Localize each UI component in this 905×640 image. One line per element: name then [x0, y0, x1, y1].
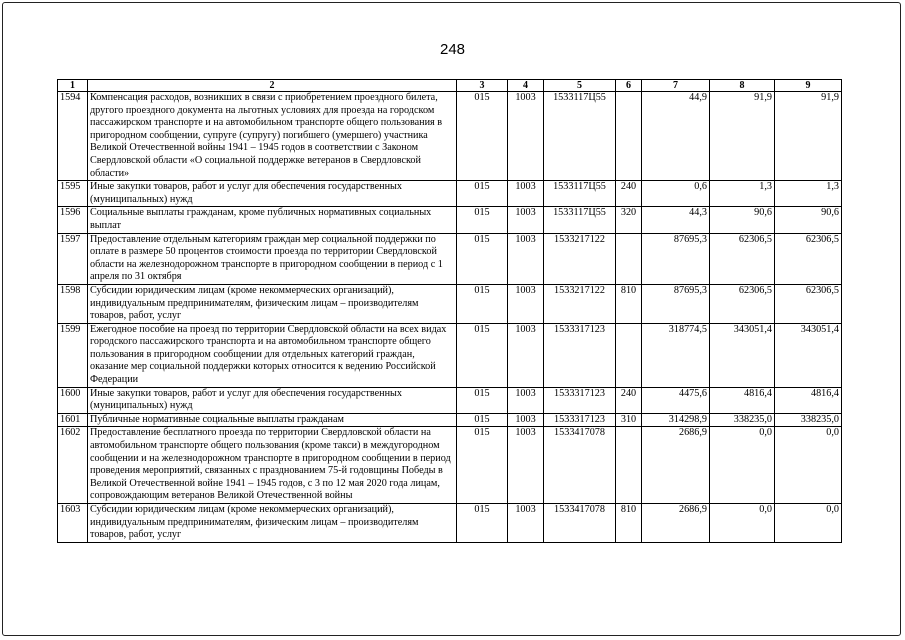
table-body — [58, 92, 842, 543]
column-9-amount-cell: 62306,5 — [775, 284, 842, 323]
column-6-cell — [616, 323, 642, 387]
column-5-cell: 1533117Ц55 — [544, 181, 616, 207]
column-header: 5 — [544, 80, 616, 92]
row-number-cell: 1596 — [58, 207, 88, 233]
table-row — [58, 323, 842, 387]
column-9-amount-cell: 62306,5 — [775, 233, 842, 284]
column-3-cell: 015 — [457, 233, 508, 284]
row-number-cell: 1600 — [58, 387, 88, 413]
column-8-amount-cell: 0,0 — [710, 427, 775, 504]
column-6-cell: 310 — [616, 413, 642, 427]
header-row — [58, 80, 842, 92]
column-7-amount-cell: 2686,9 — [642, 504, 710, 543]
column-5-cell: 1533317123 — [544, 323, 616, 387]
column-6-cell: 810 — [616, 284, 642, 323]
column-7-amount-cell: 87695,3 — [642, 284, 710, 323]
column-4-cell: 1003 — [508, 427, 544, 504]
column-8-amount-cell: 62306,5 — [710, 284, 775, 323]
row-number-cell: 1602 — [58, 427, 88, 504]
row-number-cell: 1595 — [58, 181, 88, 207]
table-row — [58, 207, 842, 233]
column-4-cell: 1003 — [508, 92, 544, 181]
column-3-cell: 015 — [457, 181, 508, 207]
row-number-cell: 1597 — [58, 233, 88, 284]
row-number-cell: 1598 — [58, 284, 88, 323]
column-8-amount-cell: 91,9 — [710, 92, 775, 181]
column-4-cell: 1003 — [508, 181, 544, 207]
column-5-cell: 1533117Ц55 — [544, 207, 616, 233]
item-name-cell: Предоставление бесплатного проезда по территории Свердловской области на автомобильном транспорте общего пользования (кроме такси) в междугородном сообщении и на железнодорожном транспорте в пригородном сообщении в период проведения мероприятий, связанных с празднованием 75-й годовщины Победы в Великой Отечественной войне 1941 – 1945 годов, с 3 по 12 мая 2020 года лицам, сопровождающим ветеранов Великой Отечественной войны — [88, 427, 457, 504]
column-7-amount-cell: 318774,5 — [642, 323, 710, 387]
column-9-amount-cell: 343051,4 — [775, 323, 842, 387]
item-name-cell: Субсидии юридическим лицам (кроме некоммерческих организаций), индивидуальным предпринимателям, физическим лицам – производителям товаров, работ, услуг — [88, 504, 457, 543]
column-3-cell: 015 — [457, 207, 508, 233]
table-row — [58, 427, 842, 504]
column-header: 3 — [457, 80, 508, 92]
column-9-amount-cell: 90,6 — [775, 207, 842, 233]
column-9-amount-cell: 4816,4 — [775, 387, 842, 413]
column-5-cell: 1533417078 — [544, 504, 616, 543]
column-3-cell: 015 — [457, 413, 508, 427]
item-name-cell: Предоставление отдельным категориям граждан мер социальной поддержки по оплате в размере 50 процентов стоимости проезда по территории Свердловской области на железнодорожном транспорте в пригородном сообщении в период с 1 апреля по 31 октября — [88, 233, 457, 284]
column-5-cell: 1533117Ц55 — [544, 92, 616, 181]
column-4-cell: 1003 — [508, 207, 544, 233]
column-8-amount-cell: 4816,4 — [710, 387, 775, 413]
column-7-amount-cell: 314298,9 — [642, 413, 710, 427]
column-3-cell: 015 — [457, 92, 508, 181]
column-8-amount-cell: 62306,5 — [710, 233, 775, 284]
column-9-amount-cell: 1,3 — [775, 181, 842, 207]
column-6-cell — [616, 427, 642, 504]
budget-table — [57, 79, 842, 543]
row-number-cell: 1603 — [58, 504, 88, 543]
table-row — [58, 284, 842, 323]
column-9-amount-cell: 0,0 — [775, 504, 842, 543]
table-row — [58, 413, 842, 427]
column-6-cell: 320 — [616, 207, 642, 233]
column-9-amount-cell: 338235,0 — [775, 413, 842, 427]
column-5-cell: 1533317123 — [544, 387, 616, 413]
column-7-amount-cell: 2686,9 — [642, 427, 710, 504]
column-3-cell: 015 — [457, 284, 508, 323]
column-7-amount-cell: 44,3 — [642, 207, 710, 233]
column-header: 8 — [710, 80, 775, 92]
column-8-amount-cell: 343051,4 — [710, 323, 775, 387]
column-header: 9 — [775, 80, 842, 92]
column-5-cell: 1533317123 — [544, 413, 616, 427]
column-header: 6 — [616, 80, 642, 92]
item-name-cell: Ежегодное пособие на проезд по территории Свердловской области на всех видах городского пассажирского транспорта и на автомобильном транспорте общего пользования в пригородном сообщении для отдельных категорий граждан, оказание мер социальной поддержки которых относится к ведению Российской Федерации — [88, 323, 457, 387]
column-4-cell: 1003 — [508, 413, 544, 427]
table-row — [58, 387, 842, 413]
item-name-cell: Иные закупки товаров, работ и услуг для обеспечения государственных (муниципальных) нужд — [88, 181, 457, 207]
item-name-cell: Публичные нормативные социальные выплаты гражданам — [88, 413, 457, 427]
column-7-amount-cell: 44,9 — [642, 92, 710, 181]
item-name-cell: Компенсация расходов, возникших в связи с приобретением проездного билета, другого проездного документа на льготных условиях для проезда на городском пассажирском транспорте и на автомобильном транспорте общего пользования в пригородном сообщении, супруге (супругу) погибшего (умершего) участника Великой Отечественной войны 1941 – 1945 годов в соответствии с Законом Свердловской области «О социальной поддержке ветеранов в Свердловской области» — [88, 92, 457, 181]
column-3-cell: 015 — [457, 504, 508, 543]
column-6-cell: 240 — [616, 387, 642, 413]
column-3-cell: 015 — [457, 323, 508, 387]
column-3-cell: 015 — [457, 427, 508, 504]
column-4-cell: 1003 — [508, 233, 544, 284]
column-8-amount-cell: 1,3 — [710, 181, 775, 207]
column-5-cell: 1533217122 — [544, 233, 616, 284]
column-6-cell: 810 — [616, 504, 642, 543]
table-row — [58, 181, 842, 207]
column-4-cell: 1003 — [508, 284, 544, 323]
table-row — [58, 92, 842, 181]
column-9-amount-cell: 91,9 — [775, 92, 842, 181]
item-name-cell: Субсидии юридическим лицам (кроме некоммерческих организаций), индивидуальным предпринимателям, физическим лицам – производителям товаров, работ, услуг — [88, 284, 457, 323]
column-6-cell: 240 — [616, 181, 642, 207]
row-number-cell: 1599 — [58, 323, 88, 387]
row-number-cell: 1601 — [58, 413, 88, 427]
table-row — [58, 504, 842, 543]
item-name-cell: Иные закупки товаров, работ и услуг для обеспечения государственных (муниципальных) нужд — [88, 387, 457, 413]
column-header: 7 — [642, 80, 710, 92]
column-8-amount-cell: 90,6 — [710, 207, 775, 233]
column-header: 2 — [88, 80, 457, 92]
row-number-cell: 1594 — [58, 92, 88, 181]
column-header: 4 — [508, 80, 544, 92]
column-8-amount-cell: 338235,0 — [710, 413, 775, 427]
table-row — [58, 233, 842, 284]
page-number: 248 — [439, 41, 466, 58]
column-5-cell: 1533217122 — [544, 284, 616, 323]
column-3-cell: 015 — [457, 387, 508, 413]
column-4-cell: 1003 — [508, 323, 544, 387]
column-9-amount-cell: 0,0 — [775, 427, 842, 504]
column-4-cell: 1003 — [508, 504, 544, 543]
column-6-cell — [616, 92, 642, 181]
column-header: 1 — [58, 80, 88, 92]
column-5-cell: 1533417078 — [544, 427, 616, 504]
column-7-amount-cell: 4475,6 — [642, 387, 710, 413]
column-7-amount-cell: 0,6 — [642, 181, 710, 207]
column-8-amount-cell: 0,0 — [710, 504, 775, 543]
column-4-cell: 1003 — [508, 387, 544, 413]
column-7-amount-cell: 87695,3 — [642, 233, 710, 284]
column-6-cell — [616, 233, 642, 284]
item-name-cell: Социальные выплаты гражданам, кроме публичных нормативных социальных выплат — [88, 207, 457, 233]
